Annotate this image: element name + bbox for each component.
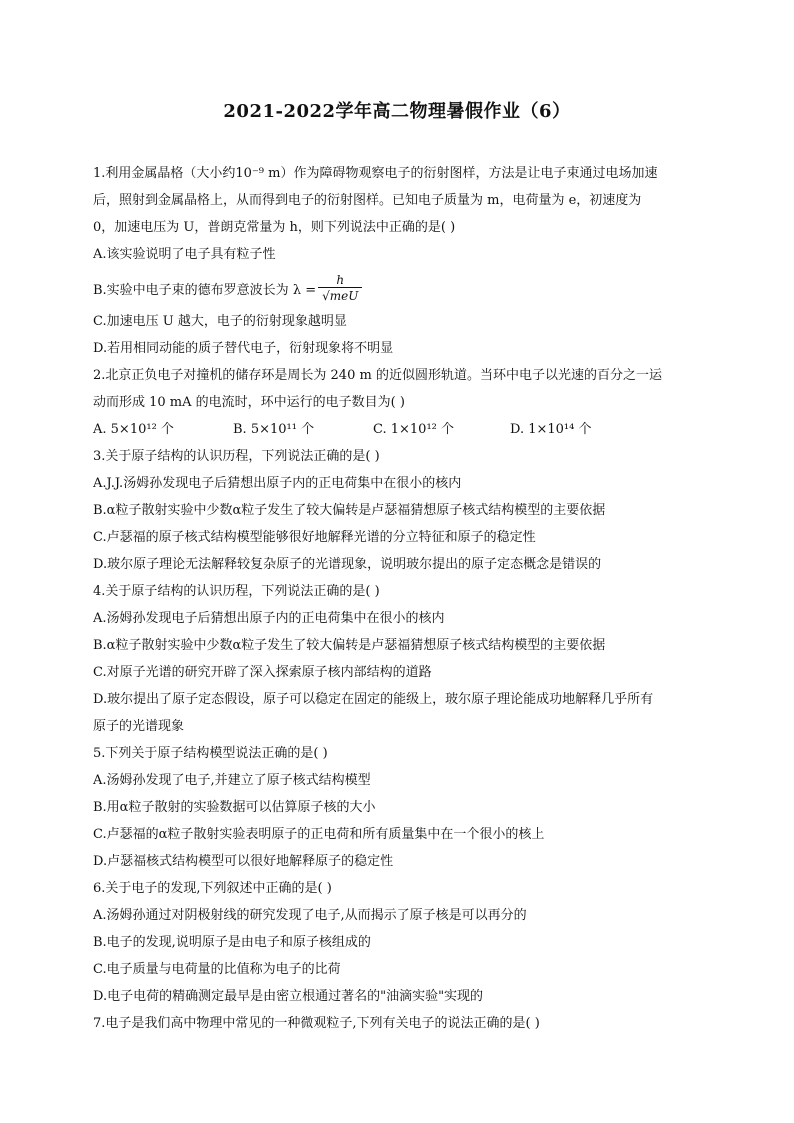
- q6-option-a: A.汤姆孙通过对阴极射线的研究发现了电子,从而揭示了原子核是可以再分的: [93, 908, 527, 923]
- q2-options: [93, 416, 703, 443]
- q2-stem-line-1: 2.北京正负电子对撞机的储存环是周长为 240 m 的近似圆形轨道。当环中电子以光速的百分之一运: [93, 368, 662, 383]
- q3-option-a: A.J.J.汤姆孙发现电子后猜想出原子内的正电荷集中在很小的核内: [93, 476, 462, 491]
- page-title: 2021-2022学年高二物理暑假作业（6）: [223, 101, 571, 122]
- q2-stem-line-2: 动而形成 10 mA 的电流时，环中运行的电子数目为( ): [93, 395, 405, 410]
- q7-stem: 7.电子是我们高中物理中常见的一种微观粒子,下列有关电子的说法正确的是( ): [93, 1016, 540, 1031]
- q6-option-b: B.电子的发现,说明原子是由电子和原子核组成的: [93, 935, 371, 950]
- formula-denominator: √meU: [318, 287, 362, 303]
- q5-stem: 5.下列关于原子结构模型说法正确的是( ): [93, 746, 328, 761]
- q4-option-d-line-1: D.玻尔提出了原子定态假设，原子可以稳定在固定的能级上，玻尔原子理论能成功地解释几乎所有: [93, 692, 654, 707]
- q5-option-d: D.卢瑟福核式结构模型可以很好地解释原子的稳定性: [93, 854, 394, 869]
- q2-option-a: A. 5×10¹² 个: [93, 422, 174, 437]
- q2-option-c: C. 1×10¹² 个: [373, 422, 455, 437]
- q4-option-c: C.对原子光谱的研究开辟了深入探索原子核内部结构的道路: [93, 665, 432, 680]
- q4-option-b: B.α粒子散射实验中少数α粒子发生了较大偏转是卢瑟福猜想原子核式结构模型的主要依据: [93, 638, 606, 653]
- q1-option-d: D.若用相同动能的质子替代电子，衍射现象将不明显: [93, 341, 394, 356]
- q1-option-a: A.该实验说明了电子具有粒子性: [93, 247, 276, 262]
- q1-stem-line-3: 0，加速电压为 U，普朗克常量为 h，则下列说法中正确的是( ): [93, 220, 456, 235]
- q1-stem-line-1: 1.利用金属晶格（大小约10⁻⁹ m）作为障碍物观察电子的衍射图样，方法是让电子束通过电场加速: [93, 166, 658, 181]
- wavelength-formula: [318, 273, 362, 303]
- q6-option-d: D.电子电荷的精确测定最早是由密立根通过著名的"油滴实验"实现的: [93, 989, 484, 1004]
- q4-stem: 4.关于原子结构的认识历程，下列说法正确的是( ): [93, 584, 380, 599]
- q3-option-c: C.卢瑟福的原子核式结构模型能够很好地解释光谱的分立特征和原子的稳定性: [93, 530, 536, 545]
- q1-option-b-text: B.实验中电子束的德布罗意波长为 λ =: [93, 282, 317, 298]
- q1-option-c: C.加速电压 U 越大，电子的衍射现象越明显: [93, 314, 347, 329]
- q1-option-b: [93, 268, 703, 308]
- q5-option-b: B.用α粒子散射的实验数据可以估算原子核的大小: [93, 800, 376, 815]
- formula-numerator: h: [336, 273, 345, 287]
- q2-option-b: B. 5×10¹¹ 个: [233, 422, 315, 437]
- q4-option-d-line-2: 原子的光谱现象: [93, 719, 185, 734]
- question-list: [93, 160, 703, 1037]
- q2-option-d: D. 1×10¹⁴ 个: [510, 422, 592, 437]
- q4-option-a: A.汤姆孙发现电子后猜想出原子内的正电荷集中在很小的核内: [93, 611, 445, 626]
- q3-option-b: B.α粒子散射实验中少数α粒子发生了较大偏转是卢瑟福猜想原子核式结构模型的主要依据: [93, 503, 606, 518]
- q3-option-d: D.玻尔原子理论无法解释较复杂原子的光谱现象，说明玻尔提出的原子定态概念是错误的: [93, 557, 602, 572]
- q3-stem: 3.关于原子结构的认识历程，下列说法正确的是( ): [93, 449, 380, 464]
- q1-stem-line-2: 后，照射到金属晶格上，从而得到电子的衍射图样。已知电子质量为 m，电荷量为 e，初速度为: [93, 193, 642, 208]
- q6-stem: 6.关于电子的发现,下列叙述中正确的是( ): [93, 881, 332, 896]
- q6-option-c: C.电子质量与电荷量的比值称为电子的比荷: [93, 962, 341, 977]
- q5-option-a: A.汤姆孙发现了电子,并建立了原子核式结构模型: [93, 773, 371, 788]
- q5-option-c: C.卢瑟福的α粒子散射实验表明原子的正电荷和所有质量集中在一个很小的核上: [93, 827, 545, 842]
